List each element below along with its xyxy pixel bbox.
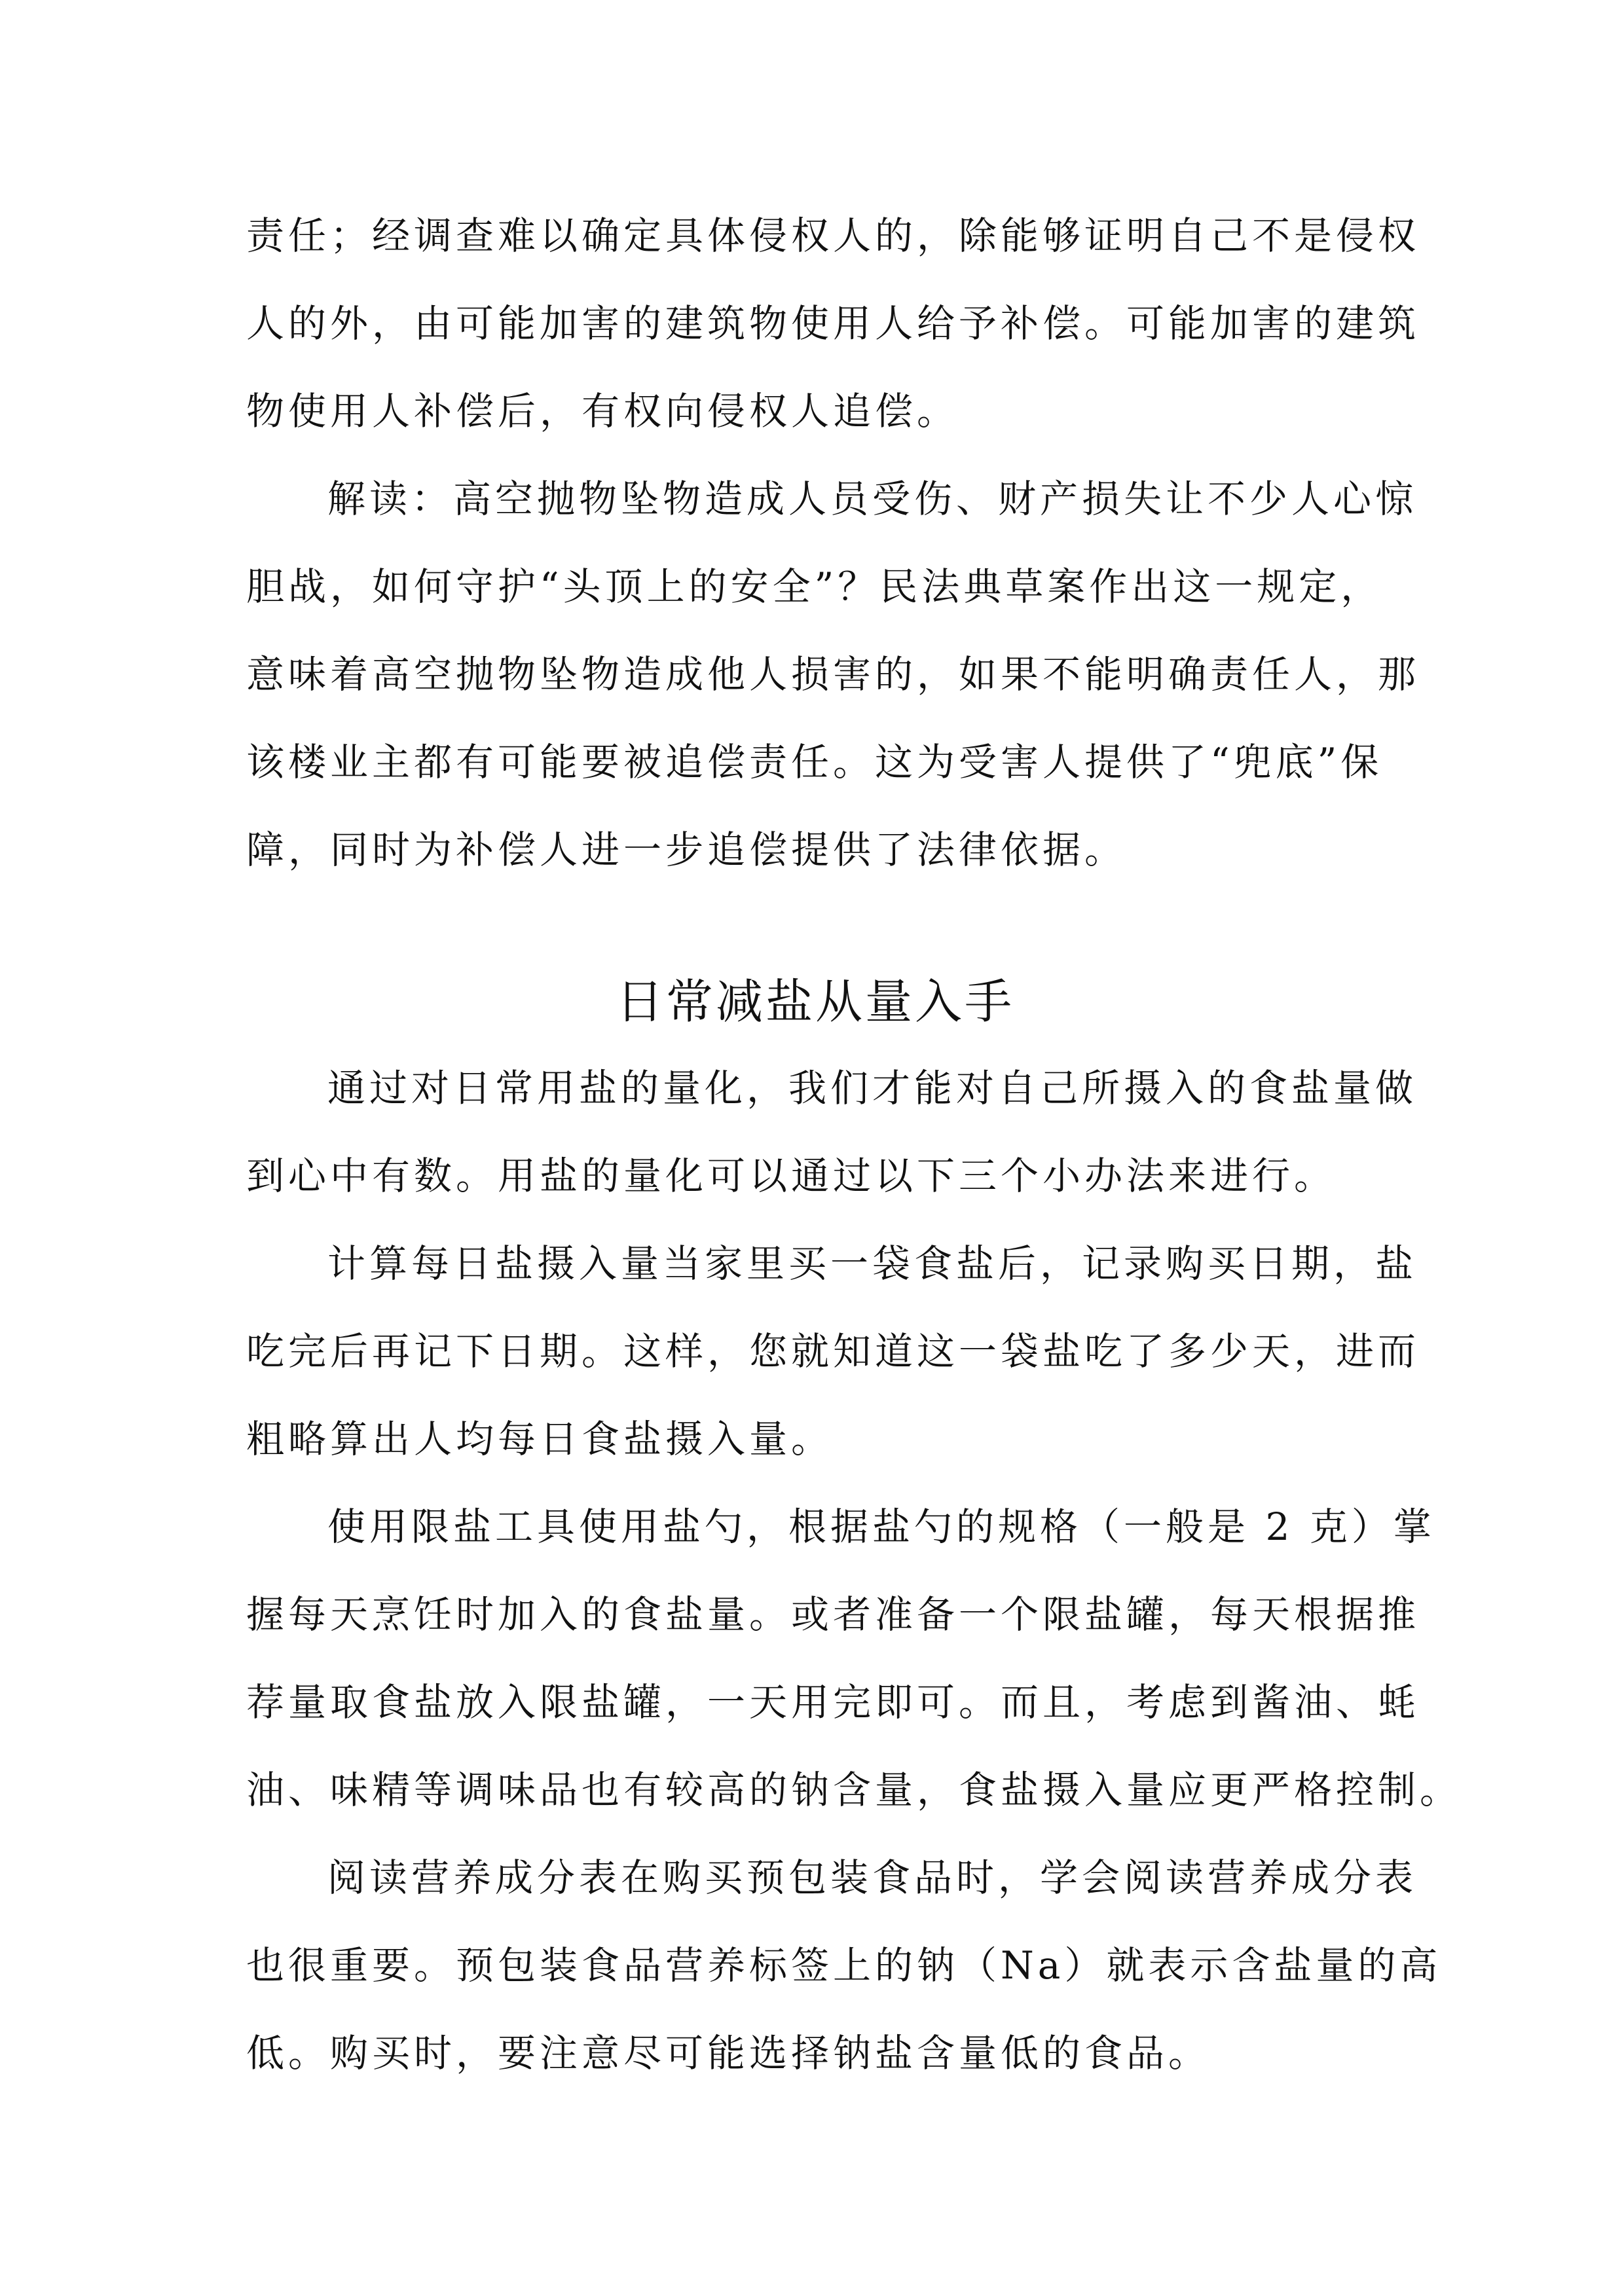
paragraph-line: 物使用人补偿后，有权向侵权人追偿。: [246, 389, 959, 433]
paragraph-line: 人的外，由可能加害的建筑物使用人给予补偿。可能加害的建筑: [246, 301, 1420, 346]
paragraph-line: 意味着高空抛物坠物造成他人损害的，如果不能明确责任人，那: [246, 652, 1420, 697]
paragraph-line: 使用限盐工具使用盐勺，根据盐勺的规格（一般是 2 克）掌: [327, 1504, 1435, 1549]
paragraph-line: 粗略算出人均每日食盐摄入量。: [246, 1417, 834, 1461]
paragraph-line: 吃完后再记下日期。这样，您就知道这一袋盐吃了多少天，进而: [246, 1329, 1420, 1374]
paragraph-line: 到心中有数。用盐的量化可以通过以下三个小办法来进行。: [246, 1154, 1337, 1198]
paragraph-line: 握每天烹饪时加入的食盐量。或者准备一个限盐罐，每天根据推: [246, 1592, 1420, 1637]
paragraph-line: 该楼业主都有可能要被追偿责任。这为受害人提供了“兜底”保: [246, 740, 1383, 784]
paragraph-line: 责任；经调查难以确定具体侵权人的，除能够证明自己不是侵权: [246, 213, 1420, 258]
paragraph-line: 通过对日常用盐的量化，我们才能对自己所摄入的食盐量做: [327, 1066, 1418, 1110]
paragraph-line: 解读：高空抛物坠物造成人员受伤、财产损失让不少人心惊: [327, 477, 1418, 521]
paragraph-line: 胆战，如何守护“头顶上的安全”？民法典草案作出这一规定，: [246, 564, 1383, 609]
section-2-title: 日常减盐从量入手: [616, 974, 1014, 1029]
paragraph-line: 荐量取食盐放入限盐罐，一天用完即可。而且，考虑到酱油、蚝: [246, 1680, 1420, 1724]
paragraph-line: 障，同时为补偿人进一步追偿提供了法律依据。: [246, 828, 1127, 872]
paragraph-line: 也很重要。预包装食品营养标签上的钠（Na）就表示含盐量的高: [246, 1943, 1442, 1988]
paragraph-line: 低。购买时，要注意尽可能选择钠盐含量低的食品。: [246, 2031, 1211, 2075]
paragraph-line: 阅读营养成分表在购买预包装食品时，学会阅读营养成分表: [327, 1855, 1418, 1900]
paragraph-line: 计算每日盐摄入量当家里买一袋食盐后，记录购买日期，盐: [327, 1241, 1418, 1286]
paragraph-line: 油、味精等调味品也有较高的钠含量，食盐摄入量应更严格控制。: [246, 1768, 1462, 1812]
